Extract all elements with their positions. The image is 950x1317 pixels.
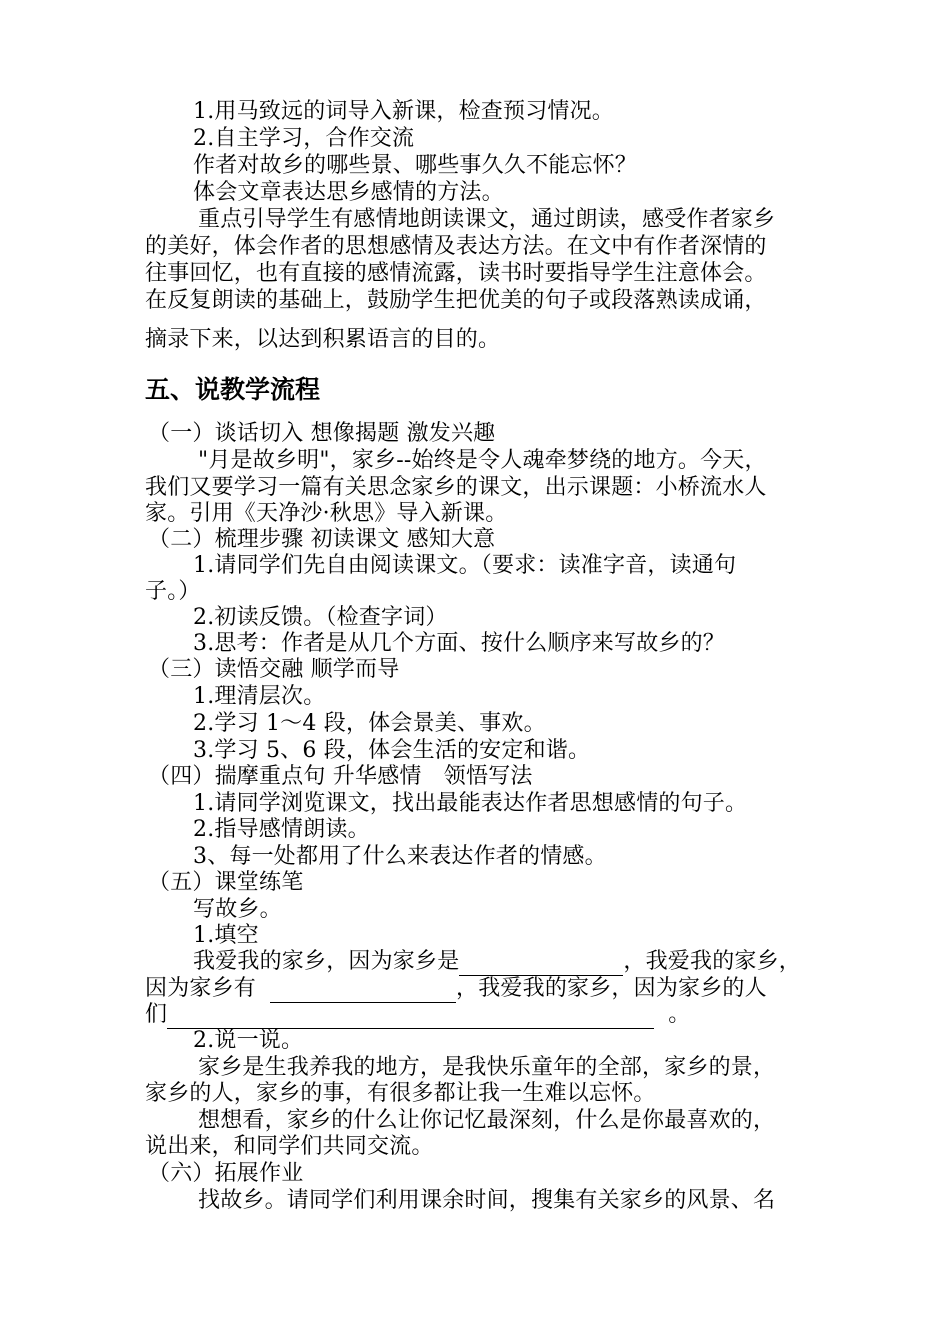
subsection-3-item-2: 2.学习 1～4 段，体会景美、事欢。 [193, 711, 546, 736]
subsection-2-item-1b: 子。） [145, 579, 201, 604]
subsection-1-line-1: "月是故乡明"，家乡--始终是令人魂牵梦绕的地方。今天， [198, 448, 767, 473]
section-heading: 五、说教学流程 [145, 375, 321, 404]
subsection-2-item-3: 3.思考：作者是从几个方面、按什么顺序来写故乡的？ [193, 631, 725, 656]
fill-blank-1[interactable] [459, 953, 623, 976]
fill-blank-text-3b: 。 [668, 1002, 691, 1027]
subsection-4-item-2: 2.指导感情朗读。 [193, 817, 370, 842]
fill-blank-3[interactable] [167, 1006, 654, 1029]
fill-blank-text-1b: ，我爱我的家乡， [623, 949, 802, 974]
subsection-5-paragraph-4: 说出来，和同学们共同交流。 [145, 1134, 434, 1159]
subsection-3-item-3: 3.学习 5、6 段，体会生活的安定和谐。 [193, 738, 591, 763]
subsection-5-paragraph-1: 家乡是生我养我的地方，是我快乐童年的全部，家乡的景， [198, 1055, 776, 1080]
fill-blank-text-3a: 们 [145, 1002, 168, 1027]
subsection-1-line-2: 我们又要学习一篇有关思念家乡的课文，出示课题：小桥流水人 [145, 475, 767, 500]
intro-paragraph-line-3: 往事回忆，也有直接的感情流露，读书时要指导学生注意体会。 [145, 261, 767, 286]
subsection-3-item-1: 1.理清层次。 [193, 684, 326, 709]
subsection-4-item-1: 1.请同学浏览课文，找出最能表达作者思想感情的句子。 [193, 791, 748, 816]
subsection-1-title: （一）谈话切入 想像揭题 激发兴趣 [148, 421, 496, 446]
intro-paragraph-line-2: 的美好，体会作者的思想感情及表达方法。在文中有作者深情的 [145, 234, 767, 259]
intro-paragraph-line-1: 重点引导学生有感情地朗读课文，通过朗读，感受作者家乡 [198, 207, 776, 232]
subsection-3-title: （三）读悟交融 顺学而导 [148, 657, 400, 682]
subsection-5-line-2: 1.填空 [193, 923, 259, 948]
fill-blank-text-2b: ，我爱我的家乡，因为家乡的人 [456, 976, 767, 1001]
intro-paragraph-line-5: 摘录下来，以达到积累语言的目的。 [145, 327, 501, 352]
fill-blank-text-2a: 因为家乡有 [145, 976, 257, 1001]
subsection-5-line-1: 写故乡。 [193, 897, 282, 922]
intro-line-1: 1.用马致远的词导入新课，检查预习情况。 [193, 99, 614, 124]
subsection-2-title: （二）梳理步骤 初读课文 感知大意 [148, 527, 496, 552]
fill-blank-line-3 [145, 1001, 690, 1029]
subsection-1-line-3: 家。引用《天净沙·秋思》导入新课。 [145, 501, 508, 526]
fill-blank-2[interactable] [270, 980, 456, 1003]
subsection-5-line-3: 2.说一说。 [193, 1028, 304, 1053]
subsection-5-paragraph-2: 家乡的人，家乡的事，有很多都让我一生难以忘怀。 [145, 1081, 656, 1106]
fill-blank-text-1a: 我爱我的家乡，因为家乡是 [193, 949, 460, 974]
fill-blank-line-1 [193, 948, 801, 976]
subsection-6-title: （六）拓展作业 [148, 1161, 304, 1186]
subsection-4-title: （四）揣摩重点句 升华感情 领悟写法 [148, 764, 533, 789]
intro-paragraph-line-4: 在反复朗读的基础上，鼓励学生把优美的句子或段落熟读成诵， [145, 288, 767, 313]
subsection-5-paragraph-3: 想想看，家乡的什么让你记忆最深刻，什么是你最喜欢的， [198, 1108, 776, 1133]
intro-line-3: 作者对故乡的哪些景、哪些事久久不能忘怀？ [193, 153, 638, 178]
fill-blank-line-2 [145, 975, 767, 1003]
intro-line-4: 体会文章表达思乡感情的方法。 [193, 180, 504, 205]
subsection-4-item-3: 3、每一处都用了什么来表达作者的情感。 [193, 844, 607, 869]
subsection-6-line-1: 找故乡。请同学们利用课余时间，搜集有关家乡的风景、名 [198, 1188, 776, 1213]
subsection-5-title: （五）课堂练笔 [148, 870, 304, 895]
intro-line-2: 2.自主学习，合作交流 [193, 126, 415, 151]
subsection-2-item-1a: 1.请同学们先自由阅读课文。（要求：读准字音，读通句 [193, 553, 737, 578]
subsection-2-item-2: 2.初读反馈。（检查字词） [193, 605, 448, 630]
